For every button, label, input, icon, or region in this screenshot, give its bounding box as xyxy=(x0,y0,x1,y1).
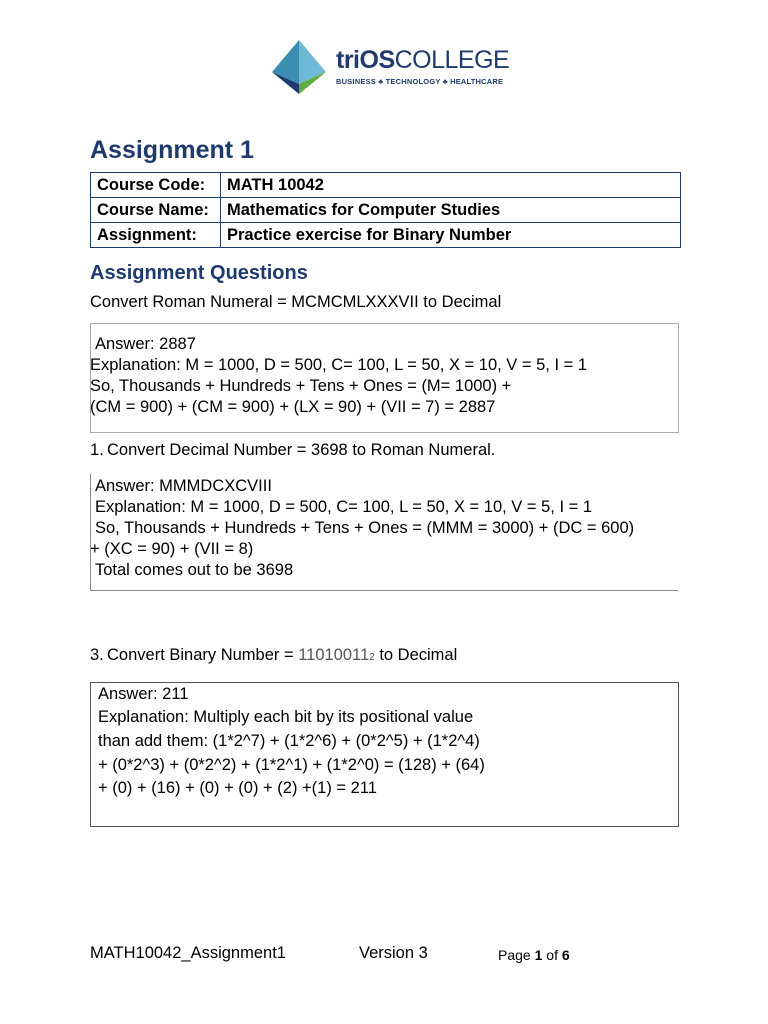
question-text: Convert Decimal Number = 3698 to Roman Numeral. xyxy=(107,441,496,459)
table-row xyxy=(91,223,681,248)
answer-line: than add them: (1*2^7) + (1*2^6) + (0*2^5) + (1*2^4) xyxy=(98,732,480,750)
answer-line: Explanation: M = 1000, D = 500, C= 100, L = 50, X = 10, V = 5, I = 1 xyxy=(90,356,588,374)
question-roman-to-decimal: Convert Roman Numeral = MCMCMLXXXVII to Decimal xyxy=(90,293,502,311)
question-number: 1. xyxy=(90,441,104,459)
answer-line: Total comes out to be 3698 xyxy=(95,561,294,579)
answer-box-2 xyxy=(90,474,678,591)
table-row xyxy=(91,173,681,198)
assignment-title: Assignment 1 xyxy=(90,136,254,164)
answer-line: Explanation: M = 1000, D = 500, C= 100, L = 50, X = 10, V = 5, I = 1 xyxy=(95,498,593,516)
footer-doc-name: MATH10042_Assignment1 xyxy=(90,944,286,962)
question-binary-to-decimal xyxy=(90,646,457,665)
question-number: 3. xyxy=(90,646,104,664)
course-info-table xyxy=(90,172,681,248)
binary-number: 110100112 xyxy=(298,646,375,664)
footer-version: Version 3 xyxy=(359,944,428,962)
answer-line: Answer: 211 xyxy=(98,685,189,703)
course-code-value: MATH 10042 xyxy=(221,173,681,198)
footer-page-number: Page 1 of 6 xyxy=(498,947,570,963)
trios-college-logo xyxy=(268,38,508,96)
logo-pyramid-icon xyxy=(268,38,330,96)
table-row xyxy=(91,198,681,223)
assignment-value: Practice exercise for Binary Number xyxy=(221,223,681,248)
answer-line: + (0) + (16) + (0) + (0) + (2) +(1) = 211 xyxy=(98,779,377,797)
answer-line: So, Thousands + Hundreds + Tens + Ones = (MMM = 3000) + (DC = 600) xyxy=(95,519,635,537)
course-name-value: Mathematics for Computer Studies xyxy=(221,198,681,223)
logo-tagline: BUSINESS ♣ TECHNOLOGY ♣ HEALTHCARE xyxy=(336,77,504,86)
answer-line: Answer: 2887 xyxy=(95,335,196,353)
section-heading: Assignment Questions xyxy=(90,262,308,284)
answer-box-3 xyxy=(90,682,679,827)
question-decimal-to-roman xyxy=(90,441,495,460)
logo-wordmark: triOSCOLLEGE xyxy=(336,46,510,74)
question-text-after: to Decimal xyxy=(374,646,458,664)
course-name-label: Course Name: xyxy=(91,198,221,223)
answer-line: + (XC = 90) + (VII = 8) xyxy=(90,540,254,558)
answer-line: (CM = 900) + (CM = 900) + (LX = 90) + (VII = 7) = 2887 xyxy=(90,398,496,416)
base-subscript: 2 xyxy=(369,652,375,663)
course-code-label: Course Code: xyxy=(91,173,221,198)
assignment-label: Assignment: xyxy=(91,223,221,248)
question-text-before: Convert Binary Number = xyxy=(107,646,299,664)
answer-line: + (0*2^3) + (0*2^2) + (1*2^1) + (1*2^0) = (128) + (64) xyxy=(98,756,485,774)
answer-line: Explanation: Multiply each bit by its positional value xyxy=(98,708,474,726)
answer-line: Answer: MMMDCXCVIII xyxy=(95,477,272,495)
answer-line: So, Thousands + Hundreds + Tens + Ones = (M= 1000) + xyxy=(90,377,512,395)
answer-box-1 xyxy=(90,323,679,433)
